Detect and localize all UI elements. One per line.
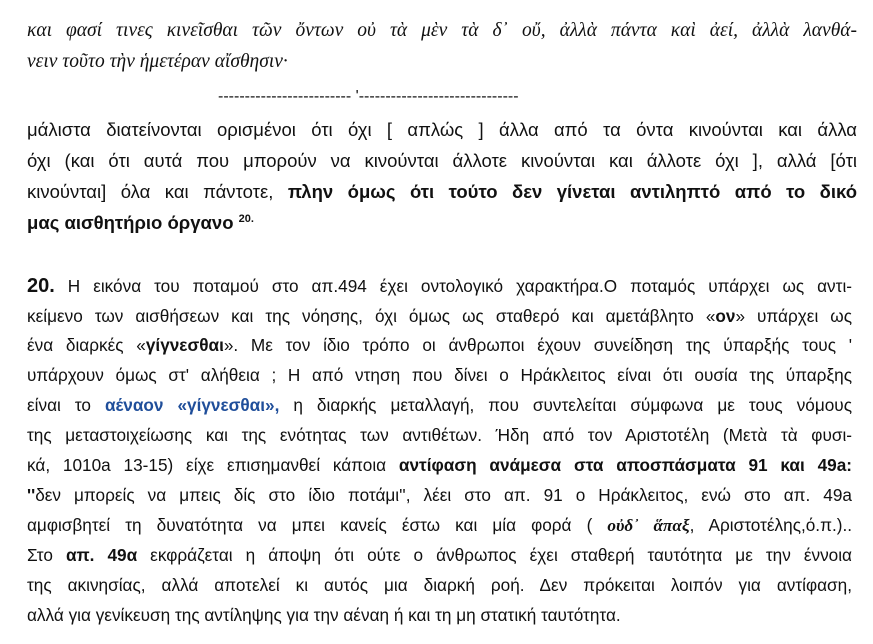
footnote-line-9 bbox=[27, 511, 852, 540]
ancient-quote-line-1: και φασί τινες κινεῖσθαι τῶν ὄντων οὐ τὰ μὲν τὰ δ᾿ οὔ, ἀλλὰ πάντα καὶ ἀεί, ἀλλὰ λανθά- bbox=[27, 20, 857, 41]
footnote-reference[interactable]: 20. bbox=[238, 212, 254, 225]
footnote-line-5 bbox=[27, 391, 852, 419]
footnote-text: , Αριστοτέλης,ό.π.).. bbox=[689, 515, 852, 535]
translation-line-4 bbox=[27, 208, 857, 238]
footnote-text: κά, 1010a 13-15) είχε επισημανθεί κάποια bbox=[27, 455, 399, 475]
separator-line: ------------------------- '------------------------------ bbox=[218, 88, 519, 105]
fragment-49a: απ. 49α bbox=[65, 545, 138, 565]
footnote-line-12: αλλά για γενίκευση της αντίληψης για την αέναη ή και τη μη στατική ταυτότητα. bbox=[27, 605, 621, 625]
footnote-line-8 bbox=[27, 481, 852, 509]
footnote-text: ένα διαρκές « bbox=[27, 335, 146, 355]
footnote-text: Η εικόνα του ποταμού στο απ.494 έχει οντολογικό χαρακτήρα.Ο ποταμός υπάρχει ως αντι- bbox=[54, 276, 852, 296]
term-gignesthai: γίγνεσθαι bbox=[145, 335, 224, 355]
translation-line-1: μάλιστα διατείνονται ορισμένοι ότι όχι [ απλώς ] άλλα από τα όντα κινούνται και άλλα bbox=[27, 119, 857, 140]
footnote-text: » υπάρχει ως bbox=[735, 306, 852, 326]
footnote-line-2 bbox=[27, 302, 852, 330]
footnote-line-11: της ακινησίας, αλλά αποτελεί κι αυτός μια διαρκή ροή. Δεν πρόκειται λοιπόν για αντίφαση, bbox=[27, 575, 852, 595]
translation-line-3 bbox=[27, 177, 857, 207]
footnote-line-6: της μεταστοιχείωσης και της ενότητας των αντιθέτων. Ήδη από τον Αριστοτέλη (Μετὰ τὰ φυσι- bbox=[27, 425, 852, 445]
footnote-text: αμφισβητεί τη δυνατότητα να μπει κανείς έστω και μία φορά ( bbox=[27, 515, 608, 535]
footnote-text: η διαρκής μεταλλαγή, που συντελείται σύμφωνα με τους νόμους bbox=[279, 395, 852, 415]
ancient-quote-line-2: νειν τοῦτο τὴν ἡμετέραν αἴσθησιν· bbox=[27, 51, 288, 72]
footnote-text: είναι το bbox=[27, 395, 105, 415]
footnote-line-10 bbox=[27, 541, 852, 569]
translation-line-2: όχι (και ότι αυτά που μπορούν να κινούνται άλλοτε κινούνται και άλλοτε όχι ], αλλά [ότι bbox=[27, 150, 857, 171]
quote-mark: '' bbox=[27, 485, 36, 505]
translation-plain: κινούνται] όλα και πάντοτε, bbox=[27, 181, 288, 202]
footnote-text: Στο bbox=[27, 545, 66, 565]
footnote-number: 20. bbox=[27, 275, 55, 297]
translation-bold: πλην όμως ότι τούτο δεν γίνεται αντιληπτό από το δικό bbox=[287, 181, 857, 202]
contradiction-highlight: αντίφαση ανάμεσα στα αποσπάσματα 91 και 49a: bbox=[398, 455, 852, 475]
footnote-text: εκφράζεται η άποψη ότι ούτε ο άνθρωπος έχει σταθερή ταυτότητα με την έννοια bbox=[137, 545, 852, 565]
footnote-text: δεν μπορείς να μπεις δίς στο ίδιο ποτάμι'', λέει στο απ. 91 ο Ηράκλειτος, ενώ στο απ. 49a bbox=[35, 485, 852, 505]
term-on: ον bbox=[715, 306, 736, 326]
term-oud-hapax: οὐδ᾿ ἅπαξ bbox=[607, 516, 690, 535]
footnote-line-7 bbox=[27, 451, 852, 479]
footnote-text: ». Με τον ίδιο τρόπο οι άνθρωποι έχουν συνείδηση της ύπαρξής τους ' bbox=[223, 335, 852, 355]
footnote-line-1 bbox=[27, 272, 852, 300]
footnote-text: κείμενο των αισθήσεων και της νόησης, όχι όμως ως σταθερό και αμετάβλητο « bbox=[27, 306, 716, 326]
footnote-line-4: υπάρχουν όμως στ' αλήθεια ; Η από ντηση που δίνει ο Ηράκλειτος είναι ότι ουσία της ύπαρξης bbox=[27, 365, 852, 385]
footnote-line-3 bbox=[27, 331, 852, 359]
translation-bold-end: μας αισθητήριο όργανο bbox=[27, 212, 239, 233]
term-aenaon-gignesthai: αέναον «γίγνεσθαι», bbox=[104, 395, 280, 415]
